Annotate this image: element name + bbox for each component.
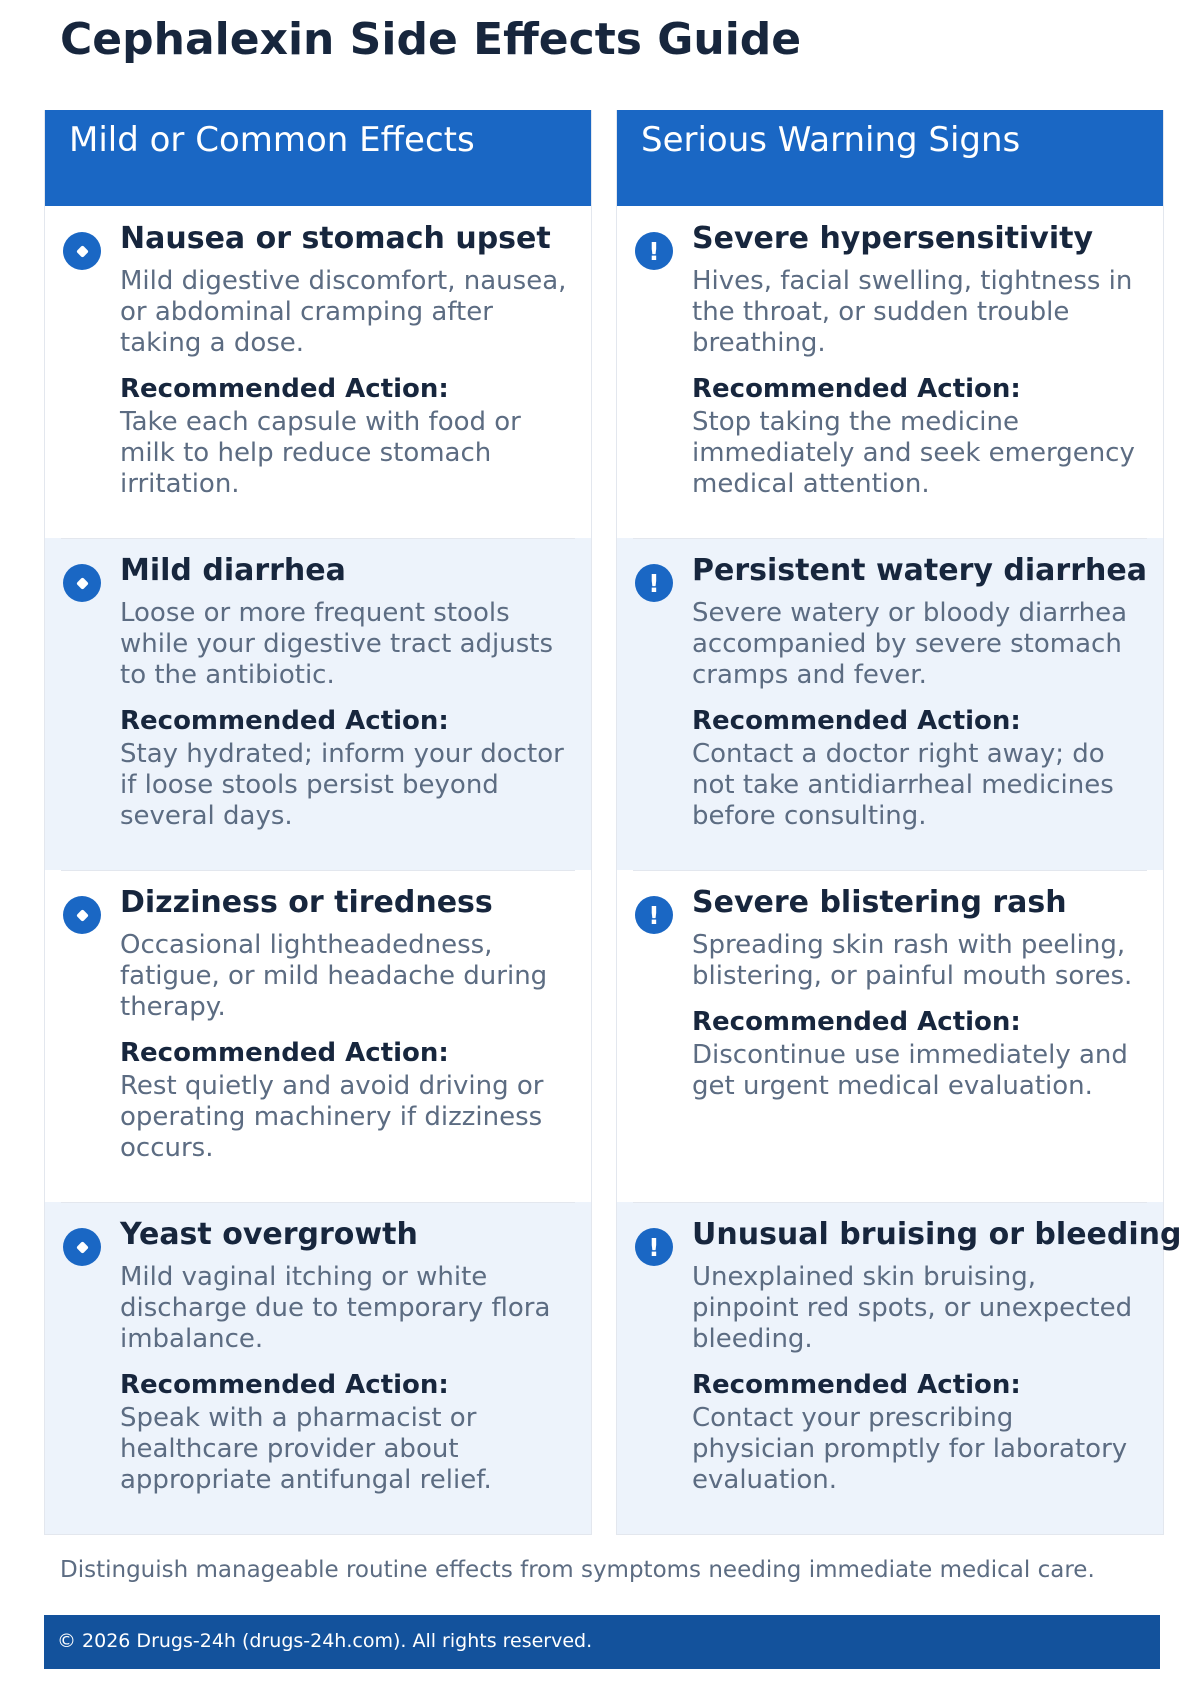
mild-effect-card (45, 538, 591, 870)
serious-warning-card (617, 870, 1163, 1202)
serious-warning-card (617, 538, 1163, 870)
action-label: Recommended Action: (120, 706, 449, 736)
recommended-action: Contact your prescribing physician promptly for laboratory evaluation. (692, 1403, 1128, 1495)
exclamation-glyph: ! (648, 236, 660, 266)
footer-bar (44, 1615, 1160, 1669)
action-label: Recommended Action: (120, 1038, 449, 1068)
mild-effect-card (45, 1202, 591, 1534)
page-title: Cephalexin Side Effects Guide (60, 14, 802, 65)
mild-effect-card (45, 870, 591, 1202)
warning-title: Severe hypersensitivity (692, 221, 1094, 256)
recommended-action: Rest quietly and avoid driving or operating machinery if dizziness occurs. (120, 1071, 544, 1163)
diamond-dot-icon (63, 896, 101, 934)
footnote: Distinguish manageable routine effects from symptoms needing immediate medical care. (60, 1557, 1095, 1583)
recommended-action: Discontinue use immediately and get urgent medical evaluation. (692, 1040, 1128, 1101)
warning-description: Severe watery or bloody diarrhea accompanied by severe stomach cramps and fever. (692, 598, 1128, 690)
action-label: Recommended Action: (692, 1370, 1021, 1400)
action-label: Recommended Action: (692, 1007, 1021, 1037)
exclamation-glyph: ! (648, 900, 660, 930)
diamond-dot-icon (63, 564, 101, 602)
effect-title: Dizziness or tiredness (120, 885, 493, 920)
serious-warning-card (617, 1202, 1182, 1534)
serious-warning-card (617, 206, 1163, 538)
recommended-action: Stay hydrated; inform your doctor if loose stools persist beyond several days. (120, 739, 564, 831)
action-label: Recommended Action: (120, 1370, 449, 1400)
mild-effects-column (44, 110, 592, 1535)
effect-description: Mild digestive discomfort, nausea, or abdominal cramping after taking a dose. (120, 266, 567, 358)
serious-warnings-heading: Serious Warning Signs (617, 110, 1163, 206)
mild-effect-card (45, 206, 591, 538)
warning-description: Hives, facial swelling, tightness in the throat, or sudden trouble breathing. (692, 266, 1133, 358)
effect-description: Loose or more frequent stools while your digestive tract adjusts to the antibiotic. (120, 598, 554, 690)
exclamation-icon (635, 1228, 673, 1266)
effect-description: Occasional lightheadedness, fatigue, or mild headache during therapy. (120, 930, 548, 1022)
exclamation-icon (635, 564, 673, 602)
warning-description: Spreading skin rash with peeling, blistering, or painful mouth sores. (692, 930, 1133, 991)
recommended-action: Contact a doctor right away; do not take antidiarrheal medicines before consulting. (692, 739, 1114, 831)
diamond-dot-icon (63, 232, 101, 270)
serious-warnings-column (616, 110, 1182, 1535)
warning-title: Persistent watery diarrhea (692, 553, 1147, 588)
action-label: Recommended Action: (692, 706, 1021, 736)
effect-title: Mild diarrhea (120, 553, 346, 588)
action-label: Recommended Action: (120, 374, 449, 404)
recommended-action: Stop taking the medicine immediately and seek emergency medical attention. (692, 407, 1135, 499)
warning-title: Severe blistering rash (692, 885, 1067, 920)
exclamation-glyph: ! (648, 1232, 660, 1262)
exclamation-icon (635, 232, 673, 270)
recommended-action: Take each capsule with food or milk to help reduce stomach irritation. (120, 407, 521, 499)
warning-description: Unexplained skin bruising, pinpoint red spots, or unexpected bleeding. (692, 1262, 1133, 1354)
action-label: Recommended Action: (692, 374, 1021, 404)
exclamation-icon (635, 896, 673, 934)
exclamation-glyph: ! (648, 568, 660, 598)
mild-effects-heading: Mild or Common Effects (45, 110, 591, 206)
effect-title: Nausea or stomach upset (120, 221, 551, 256)
warning-title: Unusual bruising or bleeding (692, 1217, 1182, 1252)
diamond-dot-icon (63, 1228, 101, 1266)
effect-description: Mild vaginal itching or white discharge due to temporary flora imbalance. (120, 1262, 551, 1354)
effect-title: Yeast overgrowth (120, 1217, 418, 1252)
copyright-text: © 2026 Drugs-24h (drugs-24h.com). All rights reserved. (57, 1630, 593, 1652)
recommended-action: Speak with a pharmacist or healthcare provider about appropriate antifungal relief. (120, 1403, 492, 1495)
